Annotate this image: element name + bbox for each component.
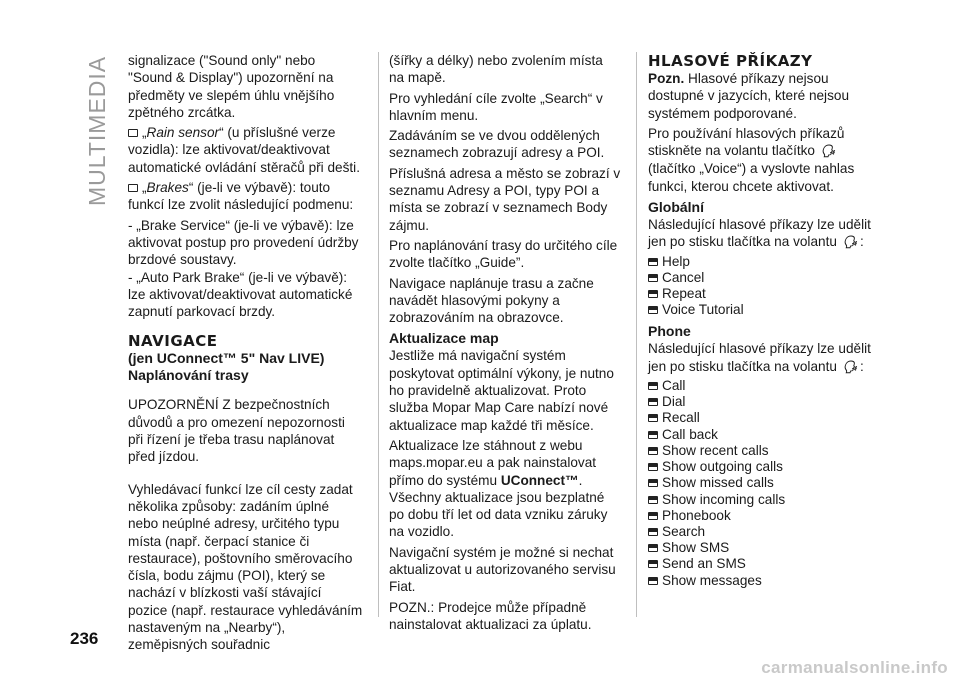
paragraph: Navigační systém je možné si nechat aktualizovat u autorizovaného servisu Fiat. (389, 544, 616, 595)
command-item (648, 286, 883, 302)
voice-button-icon: 🗣︎ (841, 359, 860, 374)
column-1 (128, 52, 363, 657)
command-label: Cancel (662, 269, 705, 285)
bullet-icon (648, 577, 658, 585)
command-item (648, 492, 883, 508)
bullet-icon (648, 258, 658, 266)
menu-item-icon (128, 129, 138, 137)
command-label: Show SMS (662, 540, 730, 556)
text: „ (142, 125, 147, 141)
note-label: Pozn. (648, 71, 685, 86)
bullet-icon (648, 290, 658, 298)
bullet-icon (648, 306, 658, 314)
command-label: Show messages (662, 572, 762, 588)
bullet-icon (648, 414, 658, 422)
paragraph: signalizace ("Sound only" nebo "Sound & Display") upozornění na předměty ve slepém úhlu vnějšího zpětného zrcátka. (128, 53, 335, 120)
command-label: Voice Tutorial (662, 302, 744, 318)
bullet-icon (648, 382, 658, 390)
voice-button-icon: 🗣︎ (819, 144, 839, 159)
command-label: Search (662, 523, 706, 539)
paragraph: Zadáváním se ve dvou oddělených seznamech zobrazují adresy a POI. (389, 128, 605, 161)
watermark: carmanualsonline.info (761, 658, 948, 677)
paragraph: Vyhledávací funkcí lze cíl cesty zadat několika způsoby: zadáním úplné nebo neúplné adresy, určitého typu místa (např. čerpací stanice či restaurace), poštovního směrovacího čísla, bodu zájmu (POI), který se nachází v blízkosti vaší stávající pozice (např. restaurace vyhledáváním nastaveným na „Nearby“), zeměpisných souřadnic (128, 481, 363, 653)
command-label: Show incoming calls (662, 491, 786, 507)
text: „ (142, 180, 147, 196)
voice-button-icon: 🗣︎ (841, 235, 860, 250)
paragraph: Navigace naplánuje trasu a začne navádět hlasovými pokyny a zobrazováním na obrazovce. (389, 275, 594, 326)
command-item (648, 254, 883, 270)
bullet-icon (648, 496, 658, 504)
text: Aktualizace lze stáhnout z webu maps.mopar.eu a pak nainstalovat přímo do systému (389, 437, 597, 488)
command-item (648, 508, 883, 524)
paragraph (648, 340, 883, 376)
brand-name: UConnect™ (500, 472, 579, 488)
command-item (648, 540, 883, 556)
menu-item-icon (128, 184, 138, 192)
text: (tlačítko „Voice“) a vyslovte nahlas funkci, kterou chcete aktivovat. (648, 161, 855, 194)
bullet-icon (648, 528, 658, 536)
text: . (578, 472, 583, 488)
command-item (648, 378, 883, 394)
bullet-icon (648, 431, 658, 439)
bullet-icon (648, 447, 658, 455)
paragraph (128, 124, 363, 176)
command-label: Call (662, 378, 686, 394)
paragraph (389, 437, 621, 489)
paragraph: Všechny aktualizace jsou bezplatné po dobu tří let od data vzniku záruky na vozidlo. (389, 489, 608, 540)
subheading: Globální (648, 199, 704, 216)
text: Následující hlasové příkazy lze udělit jen po stisku tlačítka na volantu (648, 217, 871, 250)
paragraph: UPOZORNĚNÍ Z bezpečnostních důvodů a pro omezení nepozornosti při řízení je třeba trasu naplánovat před jízdou. (128, 397, 345, 465)
bullet-icon (648, 544, 658, 552)
column-2 (389, 52, 621, 636)
command-item (648, 556, 883, 572)
text: Následující hlasové příkazy lze udělit jen po stisku tlačítka na volantu (648, 341, 871, 374)
command-label: Help (662, 253, 690, 269)
text: : (859, 234, 864, 250)
paragraph: Pro naplánování trasy do určitého cíle zvolte tlačítko „Guide”. (389, 237, 618, 271)
paragraph (648, 216, 883, 252)
command-label: Show outgoing calls (662, 459, 783, 475)
text: Hlasové příkazy nejsou dostupné v jazycích, které nejsou systémem podporované. (648, 71, 849, 121)
section-heading: NAVIGACE (128, 332, 218, 351)
menu-item-name: Rain sensor (146, 125, 220, 141)
column-3 (648, 52, 883, 593)
paragraph: - „Brake Service“ (je-li ve výbavě): lze aktivovat postup pro provedení údržby brzdové soustavy. (128, 217, 359, 268)
command-label: Repeat (662, 286, 706, 302)
subheading: Naplánování trasy (128, 367, 249, 384)
text: “ (u příslušné verze vozidla): lze aktivovat/deaktivovat automatické ovládání stěračů při dešti. (128, 125, 360, 175)
paragraph: Pro vyhledání cíle zvolte „Search“ v hlavním menu. (389, 90, 603, 123)
text: “ (je-li ve výbavě): touto funkcí lze zvolit následující podmenu: (128, 180, 354, 213)
paragraph (648, 125, 883, 195)
command-label: Send an SMS (662, 556, 746, 572)
command-item (648, 524, 883, 540)
section-label: MULTIMEDIA (84, 55, 110, 206)
command-item (648, 410, 883, 426)
paragraph: - „Auto Park Brake“ (je-li ve výbavě): lze aktivovat/deaktivovat automatické zapnutí parkovací brzdy. (128, 269, 353, 320)
column-divider (636, 52, 637, 617)
command-label: Call back (662, 426, 718, 442)
command-item (648, 270, 883, 286)
command-item (648, 459, 883, 475)
command-label: Show recent calls (662, 442, 769, 458)
subheading: Phone (648, 323, 691, 340)
command-item (648, 302, 883, 318)
menu-item-name: Brakes (146, 180, 189, 196)
command-label: Dial (662, 394, 686, 410)
command-item (648, 427, 883, 443)
command-label: Show missed calls (662, 475, 774, 491)
paragraph: (šířky a délky) nebo zvolením místa na mapě. (389, 53, 603, 86)
command-label: Phonebook (662, 507, 731, 523)
command-item (648, 443, 883, 459)
paragraph: Příslušná adresa a město se zobrazí v seznamu Adresy a POI, typy POI a místa se zobrazí v seznamech Body zájmu. (389, 165, 621, 233)
section-heading: HLASOVÉ PŘÍKAZY (648, 52, 813, 70)
command-item (648, 573, 883, 589)
bullet-icon (648, 512, 658, 520)
command-item (648, 475, 883, 491)
paragraph: Jestliže má navigační systém poskytovat optimální výkony, je nutno ho pravidelně aktualizovat. Proto služba Mopar Map Care nabízí nové aktualizace map každé tři měsíce. (389, 348, 614, 433)
command-list (648, 378, 883, 589)
bullet-icon (648, 398, 658, 406)
command-label: Recall (662, 410, 700, 426)
subheading: Aktualizace map (389, 330, 499, 347)
bullet-icon (648, 463, 658, 471)
bullet-icon (648, 560, 658, 568)
command-list (648, 254, 883, 319)
paragraph (648, 70, 883, 122)
subheading: (jen UConnect™ 5" Nav LIVE) (128, 350, 325, 367)
command-item (648, 394, 883, 410)
bullet-icon (648, 479, 658, 487)
text: : (859, 358, 864, 374)
column-divider (378, 52, 379, 617)
bullet-icon (648, 274, 658, 282)
page-number: 236 (70, 629, 99, 648)
paragraph (128, 179, 363, 214)
paragraph: POZN.: Prodejce může případně nainstalovat aktualizaci za úplatu. (389, 599, 592, 632)
text: Pro používání hlasových příkazů stiskněte na volantu tlačítko (648, 125, 845, 159)
